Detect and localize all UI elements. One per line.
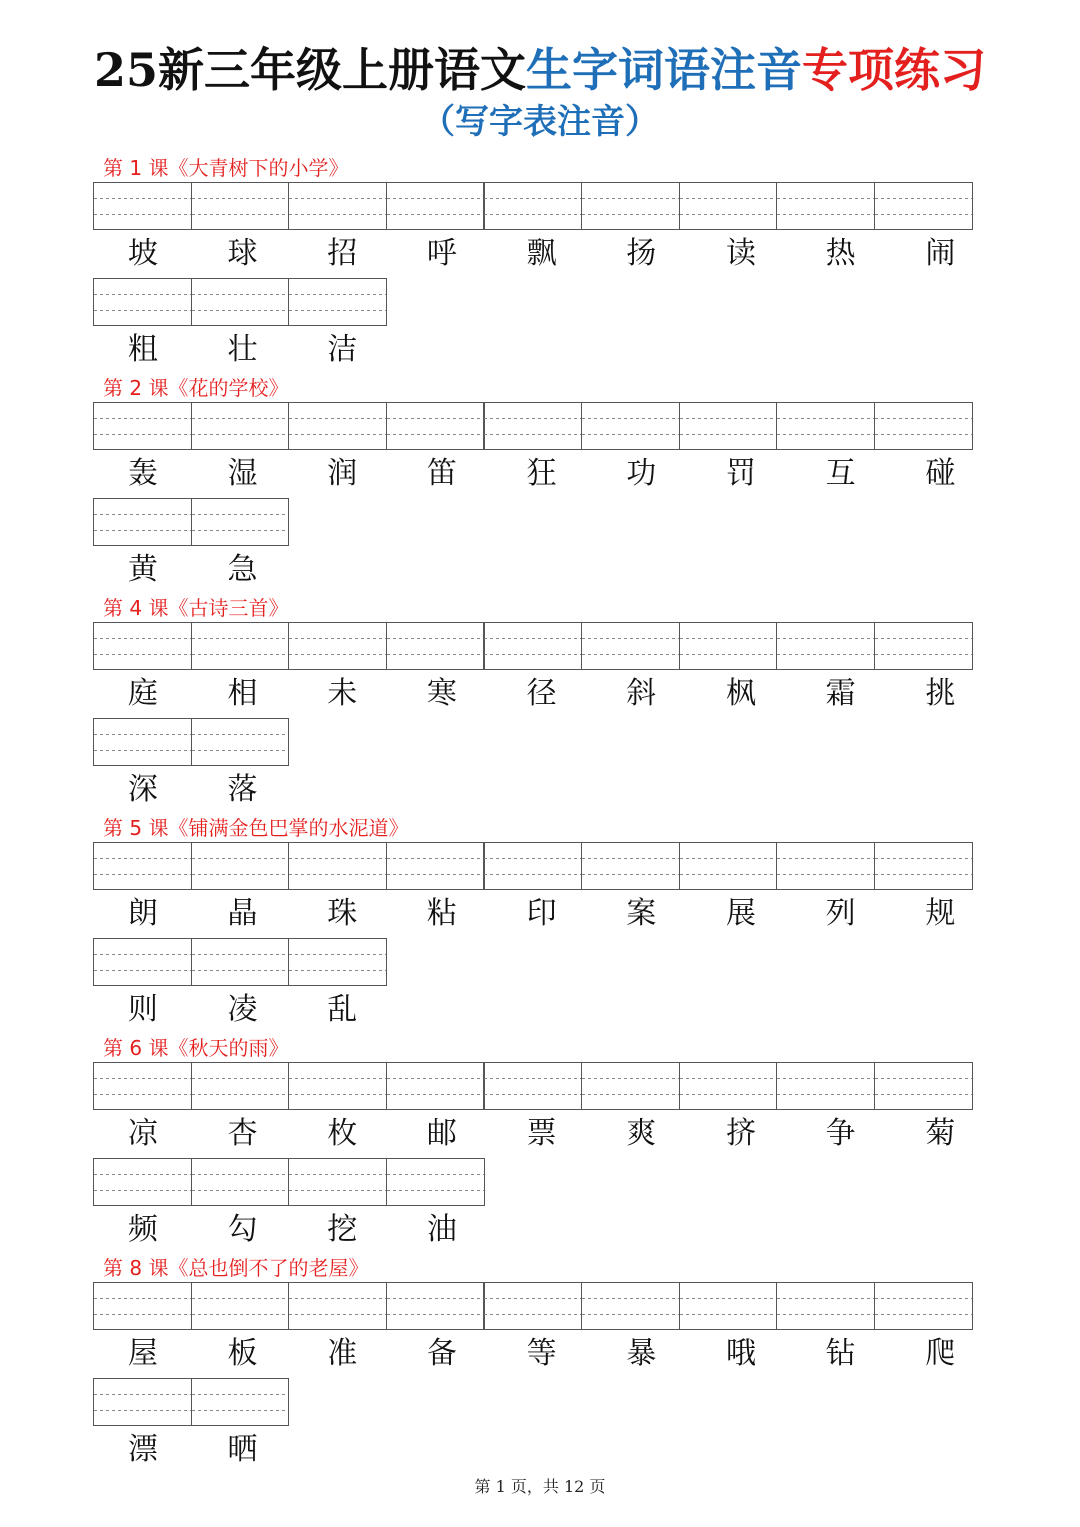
hanzi-character: 规 [925,896,956,931]
pinyin-writing-box[interactable] [776,402,875,450]
hanzi-character: 落 [227,772,258,807]
hanzi-character: 相 [227,676,258,711]
hanzi-character: 庭 [127,676,158,711]
hanzi-character: 哦 [725,1336,756,1371]
pinyin-writing-box[interactable] [93,278,192,326]
pinyin-writing-box[interactable] [679,1062,778,1110]
hanzi-character: 杏 [227,1116,258,1151]
pinyin-writing-box[interactable] [191,1378,290,1426]
lesson-title: 第 6 课《秋天的雨》 [103,1036,289,1060]
lesson-section [93,594,991,814]
hanzi-character: 展 [725,896,756,931]
pinyin-writing-box[interactable] [874,622,973,670]
hanzi-character: 粘 [426,896,457,931]
hanzi-character: 争 [825,1116,856,1151]
page-subtitle: （写字表注音） [421,102,659,142]
character-list [93,453,990,495]
hanzi-character: 热 [825,236,856,271]
hanzi-character: 凌 [227,992,258,1027]
hanzi-character: 润 [327,456,358,491]
pinyin-writing-box[interactable] [483,842,582,890]
pinyin-writing-box[interactable] [874,402,973,450]
pinyin-writing-box[interactable] [581,1282,680,1330]
pinyin-writing-box[interactable] [93,1282,192,1330]
hanzi-character: 霜 [825,676,856,711]
pinyin-writing-box[interactable] [874,182,973,230]
pinyin-writing-box[interactable] [93,498,192,546]
pinyin-writing-box[interactable] [191,402,290,450]
pinyin-writing-box[interactable] [386,1282,485,1330]
hanzi-character: 票 [526,1116,557,1151]
lesson-section [93,1034,991,1254]
hanzi-character: 油 [426,1212,457,1247]
pinyin-box-row [93,402,971,450]
hanzi-character: 闹 [925,236,956,271]
hanzi-character: 飘 [526,236,557,271]
pinyin-writing-box[interactable] [581,182,680,230]
pinyin-writing-box[interactable] [191,718,290,766]
hanzi-character: 印 [526,896,557,931]
pinyin-box-row [93,498,288,546]
hanzi-character: 斜 [626,676,657,711]
pinyin-writing-box[interactable] [679,182,778,230]
pinyin-writing-box[interactable] [483,622,582,670]
hanzi-character: 晶 [227,896,258,931]
hanzi-character: 频 [127,1212,158,1247]
pinyin-writing-box[interactable] [776,1282,875,1330]
pinyin-writing-box[interactable] [288,1282,387,1330]
pinyin-writing-box[interactable] [288,1062,387,1110]
character-list [93,1209,492,1251]
character-list [93,1429,292,1471]
pinyin-writing-box[interactable] [93,842,192,890]
pinyin-writing-box[interactable] [93,182,192,230]
hanzi-character: 狂 [526,456,557,491]
page-title [0,40,1080,100]
pinyin-writing-box[interactable] [191,182,290,230]
character-row [93,278,991,374]
pinyin-writing-box[interactable] [679,622,778,670]
pinyin-box-row [93,842,971,890]
pinyin-writing-box[interactable] [191,1158,290,1206]
pinyin-writing-box[interactable] [288,842,387,890]
character-list [93,1113,990,1155]
character-row [93,1158,991,1254]
hanzi-character: 晒 [227,1432,258,1467]
hanzi-character: 寒 [426,676,457,711]
hanzi-character: 备 [426,1336,457,1371]
character-row [93,842,991,938]
character-row [93,622,991,718]
lesson-section [93,814,991,1034]
hanzi-character: 读 [725,236,756,271]
hanzi-character: 碰 [925,456,956,491]
pinyin-writing-box[interactable] [191,938,290,986]
pinyin-writing-box[interactable] [288,278,387,326]
character-list [93,989,392,1031]
pinyin-writing-box[interactable] [288,1158,387,1206]
pinyin-writing-box[interactable] [93,402,192,450]
character-list [93,329,392,371]
pinyin-writing-box[interactable] [386,182,485,230]
hanzi-character: 壮 [227,332,258,367]
pinyin-writing-box[interactable] [93,938,192,986]
pinyin-writing-box[interactable] [776,182,875,230]
hanzi-character: 坡 [127,236,158,271]
lesson-section [93,154,991,374]
pinyin-writing-box[interactable] [288,182,387,230]
pinyin-writing-box[interactable] [386,402,485,450]
lesson-title: 第 8 课《总也倒不了的老屋》 [103,1256,369,1280]
title-part-practice: 专项练习 [802,43,986,97]
pinyin-writing-box[interactable] [874,1062,973,1110]
hanzi-character: 功 [626,456,657,491]
character-row [93,402,991,498]
hanzi-character: 菊 [925,1116,956,1151]
hanzi-character: 暴 [626,1336,657,1371]
hanzi-character: 招 [327,236,358,271]
pinyin-writing-box[interactable] [386,842,485,890]
character-row [93,1062,991,1158]
pinyin-writing-box[interactable] [679,842,778,890]
lesson-title: 第 4 课《古诗三首》 [103,596,289,620]
pinyin-writing-box[interactable] [288,938,387,986]
hanzi-character: 挖 [327,1212,358,1247]
hanzi-character: 乱 [327,992,358,1027]
pinyin-writing-box[interactable] [776,622,875,670]
pinyin-writing-box[interactable] [581,1062,680,1110]
hanzi-character: 列 [825,896,856,931]
pinyin-writing-box[interactable] [191,498,290,546]
hanzi-character: 珠 [327,896,358,931]
pinyin-writing-box[interactable] [483,402,582,450]
hanzi-character: 球 [227,236,258,271]
hanzi-character: 则 [127,992,158,1027]
character-row [93,938,991,1034]
pinyin-writing-box[interactable] [191,842,290,890]
pinyin-writing-box[interactable] [581,622,680,670]
pinyin-writing-box[interactable] [93,1062,192,1110]
character-list [93,769,292,811]
pinyin-box-row [93,718,288,766]
hanzi-character: 邮 [426,1116,457,1151]
pinyin-writing-box[interactable] [288,402,387,450]
hanzi-character: 轰 [127,456,158,491]
hanzi-character: 屋 [127,1336,158,1371]
character-row [93,498,991,594]
hanzi-character: 爬 [925,1336,956,1371]
hanzi-character: 准 [327,1336,358,1371]
pinyin-box-row [93,1282,971,1330]
pinyin-box-row [93,278,386,326]
pinyin-writing-box[interactable] [386,1062,485,1110]
hanzi-character: 等 [526,1336,557,1371]
character-list [93,1333,990,1375]
hanzi-character: 钻 [825,1336,856,1371]
hanzi-character: 案 [626,896,657,931]
character-row [93,182,991,278]
hanzi-character: 扬 [626,236,657,271]
hanzi-character: 深 [127,772,158,807]
pinyin-writing-box[interactable] [776,842,875,890]
pinyin-writing-box[interactable] [93,622,192,670]
hanzi-character: 挤 [725,1116,756,1151]
character-row [93,718,991,814]
title-part-topic: 生字词语注音 [526,43,802,97]
hanzi-character: 笛 [426,456,457,491]
character-list [93,673,990,715]
pinyin-box-row [93,1378,288,1426]
pinyin-writing-box[interactable] [191,622,290,670]
title-part-grade: 25新三年级上册语文 [93,43,526,97]
pinyin-writing-box[interactable] [483,1062,582,1110]
pinyin-writing-box[interactable] [776,1062,875,1110]
pinyin-box-row [93,1158,483,1206]
hanzi-character: 罚 [725,456,756,491]
hanzi-character: 急 [227,552,258,587]
hanzi-character: 呼 [426,236,457,271]
pinyin-writing-box[interactable] [191,1062,290,1110]
hanzi-character: 朗 [127,896,158,931]
hanzi-character: 湿 [227,456,258,491]
pinyin-writing-box[interactable] [679,1282,778,1330]
pinyin-writing-box[interactable] [288,622,387,670]
lesson-title: 第 1 课《大青树下的小学》 [103,156,349,180]
lesson-title: 第 5 课《铺满金色巴掌的水泥道》 [103,816,409,840]
hanzi-character: 枫 [725,676,756,711]
hanzi-character: 粗 [127,332,158,367]
pinyin-writing-box[interactable] [874,842,973,890]
pinyin-writing-box[interactable] [679,402,778,450]
pinyin-writing-box[interactable] [581,402,680,450]
worksheet-body [93,154,991,1474]
character-row [93,1378,991,1474]
pinyin-writing-box[interactable] [191,278,290,326]
lesson-title: 第 2 课《花的学校》 [103,376,289,400]
pinyin-writing-box[interactable] [93,1378,192,1426]
hanzi-character: 爽 [626,1116,657,1151]
character-list [93,549,292,591]
pinyin-writing-box[interactable] [191,1282,290,1330]
hanzi-character: 枚 [327,1116,358,1151]
hanzi-character: 径 [526,676,557,711]
pinyin-box-row [93,182,971,230]
pinyin-writing-box[interactable] [386,1158,485,1206]
pinyin-box-row [93,1062,971,1110]
hanzi-character: 互 [825,456,856,491]
hanzi-character: 板 [227,1336,258,1371]
page-footer: 第 1 页，共 12 页 [474,1477,606,1496]
pinyin-writing-box[interactable] [581,842,680,890]
lesson-section [93,1254,991,1474]
hanzi-character: 漂 [127,1432,158,1467]
pinyin-writing-box[interactable] [93,1158,192,1206]
pinyin-box-row [93,938,386,986]
character-row [93,1282,991,1378]
hanzi-character: 凉 [127,1116,158,1151]
character-list [93,233,990,275]
hanzi-character: 勾 [227,1212,258,1247]
lesson-section [93,374,991,594]
pinyin-writing-box[interactable] [874,1282,973,1330]
hanzi-character: 未 [327,676,358,711]
hanzi-character: 挑 [925,676,956,711]
hanzi-character: 洁 [327,332,358,367]
pinyin-writing-box[interactable] [93,718,192,766]
pinyin-writing-box[interactable] [386,622,485,670]
pinyin-writing-box[interactable] [483,182,582,230]
pinyin-writing-box[interactable] [483,1282,582,1330]
pinyin-box-row [93,622,971,670]
character-list [93,893,990,935]
hanzi-character: 黄 [127,552,158,587]
